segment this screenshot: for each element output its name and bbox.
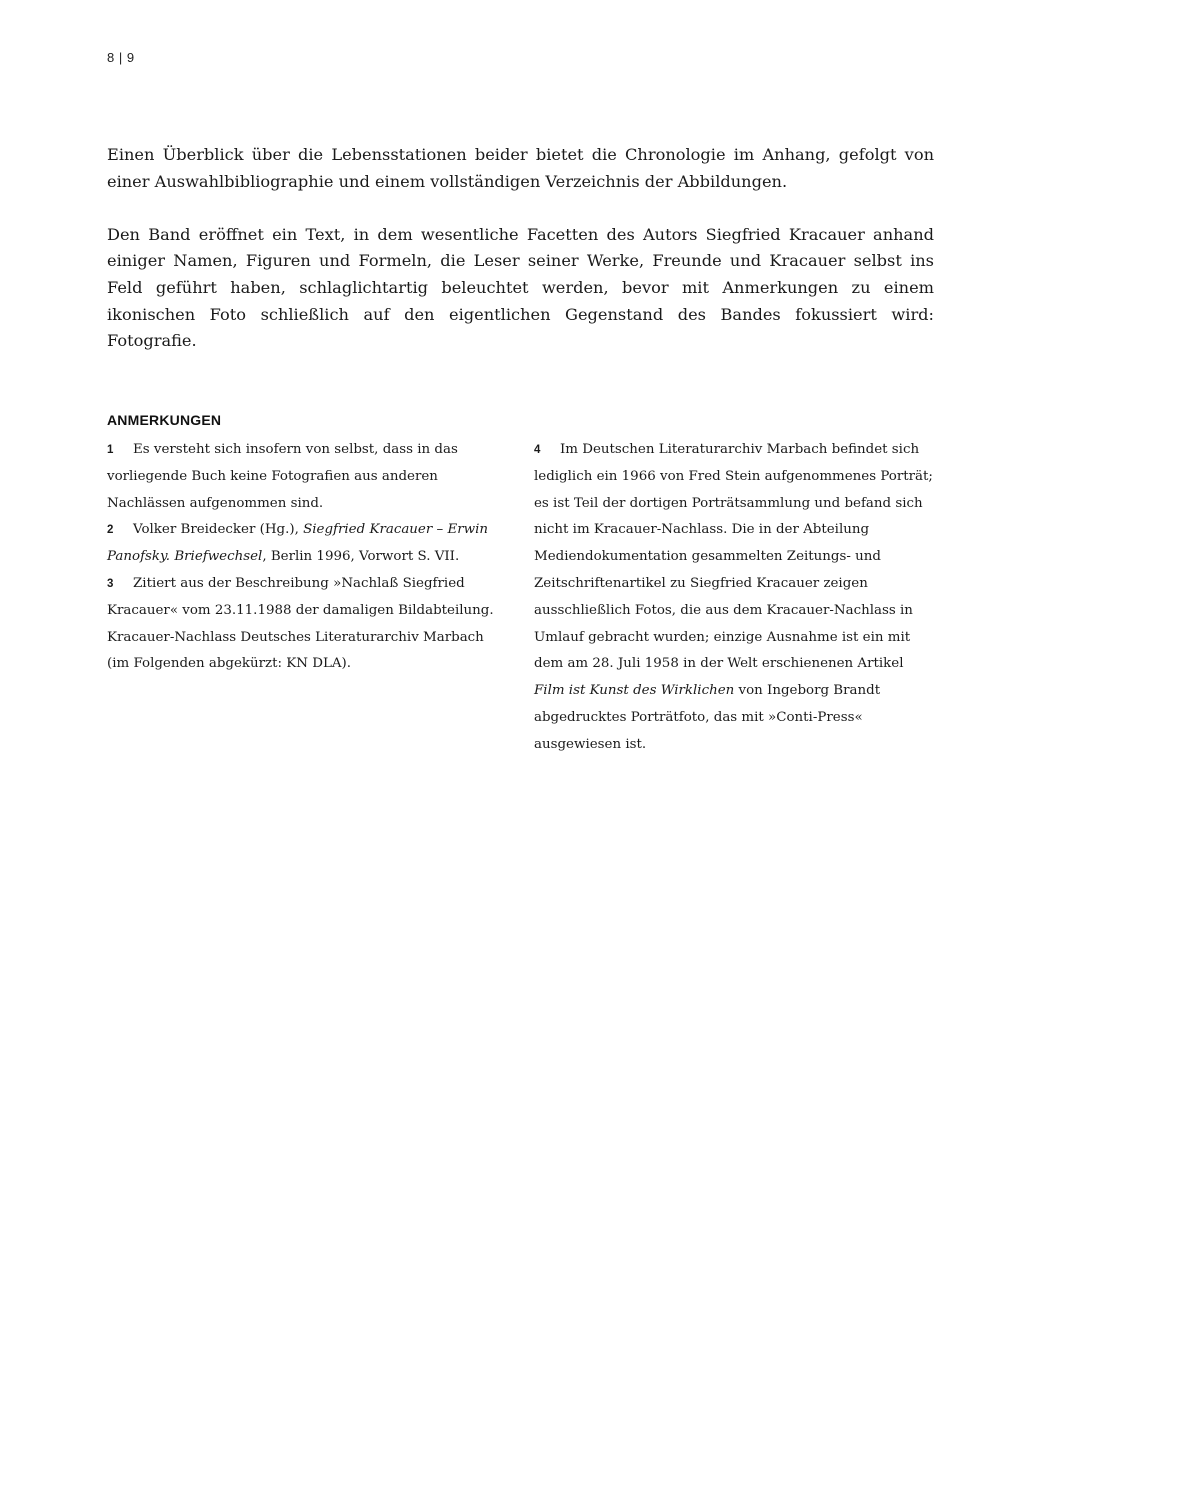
- note-number: 2: [107, 524, 114, 537]
- note-title-italic: Film ist Kunst des Wirklichen: [534, 683, 735, 699]
- notes-heading: ANMERKUNGEN: [107, 412, 222, 428]
- page-number: 8 | 9: [107, 50, 135, 65]
- note-text: Im Deutschen Literaturarchiv Marbach befindet sich lediglich ein 1966 von Fred Stein aufgenommenes Porträt; es ist Teil der dortigen Porträtsammlung und befand sich nicht im Kracauer-Nachlass. Die in der Abteilung Mediendokumentation gesammelten Zeitungs- und Zeitschriftenartikel zu Siegfried Kracauer zeigen ausschließlich Fotos, die aus dem Kracauer-Nachlass in Umlauf gebracht wurden; einzige Ausnahme ist ein mit dem am 28. Juli 1958 in der Welt erschienenen Artikel: [534, 442, 933, 672]
- body-text: [107, 142, 934, 381]
- paragraph: Den Band eröffnet ein Text, in dem wesentliche Facetten des Autors Siegfried Kracauer anhand einiger Namen, Figuren und Formeln, die Leser seiner Werke, Freunde und Kracauer selbst ins Feld geführt haben, schlaglichtartig beleuchtet werden, bevor mit Anmerkungen zu einem ikonischen Foto schließlich auf den eigentlichen Gegenstand des Bandes fokussiert wird: Fotografie.: [107, 224, 934, 351]
- note-1: [107, 437, 502, 517]
- note-title-italic: Siegfried Kracauer – Erwin Panofsky. Briefwechsel: [107, 522, 489, 565]
- note-4: [534, 437, 934, 759]
- notes-column-right: [534, 437, 934, 759]
- note-number: 1: [107, 444, 114, 456]
- note-text: Es versteht sich insofern von selbst, dass in das vorliegende Buch keine Fotografien aus anderen Nachlässen aufgenommen sind.: [107, 442, 458, 511]
- paragraph: Einen Überblick über die Lebensstationen beider bietet die Chronologie im Anhang, gefolgt von einer Auswahlbibliographie und einem vollständigen Verzeichnis der Abbildungen.: [107, 145, 934, 191]
- note-2: [107, 517, 502, 571]
- note-text: Zitiert aus der Beschreibung »Nachlaß Siegfried Kracauer« vom 23.11.1988 der damaligen Bildabteilung. Kracauer-Nachlass Deutsches Literaturarchiv Marbach (im Folgenden abgekürzt: KN DLA).: [107, 575, 494, 672]
- note-text: Volker Breidecker (Hg.),: [133, 522, 304, 538]
- note-number: 4: [534, 444, 541, 456]
- notes-column-left: [107, 437, 502, 678]
- note-number: 3: [107, 577, 114, 590]
- note-3: [107, 571, 502, 678]
- note-text: von Ingeborg Brandt abgedrucktes Porträtfoto, das mit »Conti-Press« ausgewiesen ist.: [534, 683, 881, 752]
- note-text: , Berlin 1996, Vorwort S. VII.: [262, 549, 460, 565]
